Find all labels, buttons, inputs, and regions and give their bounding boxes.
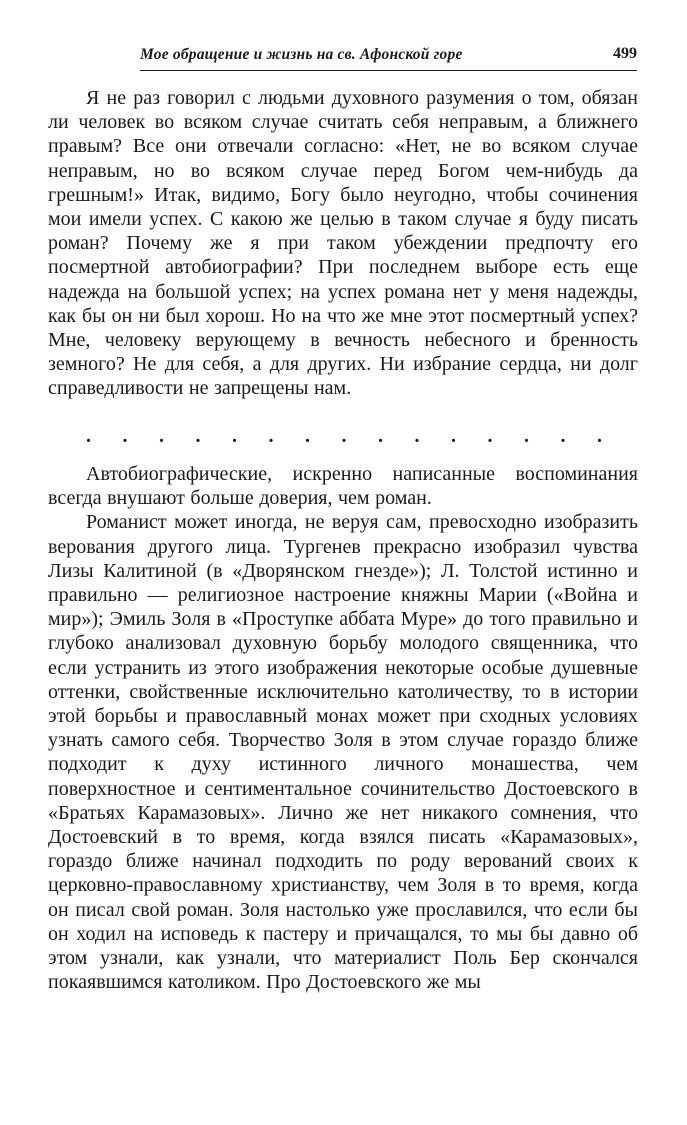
- separator-dot: .: [86, 425, 91, 447]
- paragraph-2: Автобиографические, искренно написанные воспоминания всегда внушают больше доверия, чем роман.: [48, 463, 638, 510]
- separator-dot: .: [414, 425, 420, 447]
- separator-dot: .: [159, 425, 164, 447]
- separator-dot: .: [597, 425, 602, 447]
- separator-dot: .: [305, 425, 310, 447]
- paragraph-1: Я не раз говорил с людьми духовного разумения о том, обязан ли человек во всяком случае считать себя неправым, а ближнего правым? Все они отвечали согласно: «Нет, не во всяком случае неправым, но во всяком случае перед Богом чем-нибудь да грешным!» Итак, видимо, Богу было неугодно, чтобы сочинения мои имели успех. С какою же целью в таком случае я буду писать роман? Почему же я при таком убеждении предпочту его посмертной автобиографии? При последнем выборе есть еще надежда на большой успех; на успех романа нет у меня надежды, как бы он ни был хорош. Но на что же мне этот посмертный успех? Мне, человеку верующему в вечность небесного и бренность земного? Не для себя, а для других. Ни избрание сердца, ни долг справедливости не запрещены нам.: [48, 87, 638, 400]
- separator-dot: .: [378, 425, 383, 447]
- page-number: 499: [613, 45, 637, 62]
- separator-dot: .: [232, 425, 237, 447]
- paragraph-3: Романист может иногда, не веруя сам, превосходно изобразить верования другого лица. Тургенев прекрасно изобразил чувства Лизы Калитиной (в «Дворянском гнезде»); Л. Толстой истинно и правильно — религиозное настроение княжны Марии («Война и мир»); Эмиль Золя в «Проступке аббата Муре» до того правильно и глубоко анализовал духовную борьбу молодого священника, что если устранить из этого изображения некоторые особые душевные оттенки, свойственные исключительно католичеству, то в истории этой борьбы и православный монах может при сходных условиях узнать самого себя. Творчество Золя в этом случае гораздо ближе подходит к духу истинного личного монашества, чем поверхностное и сентиментальное сочинительство Достоевского в «Братьях Карамазовых». Лично же нет никакого сомнения, что Достоевский в то время, когда взялся писать «Карамазовых», гораздо ближе начинал подходить по роду верований своих к церковно-православному христианству, чем Золя в то время, когда он писал свой роман. Золя настолько уже прославился, что если бы он ходил на исповедь к пастеру и причащался, то мы бы давно об этом узнали, как узнали, что материалист Поль Бер скончался покаявшимся католиком. Про Достоевского же мы: [48, 511, 638, 994]
- separator-dot: .: [524, 425, 529, 447]
- text-block-bottom: [48, 462, 638, 994]
- separator-dot: .: [195, 425, 201, 447]
- separator-dot: .: [122, 425, 128, 447]
- separator-dot: .: [341, 425, 347, 447]
- section-separator-dots: [86, 426, 602, 446]
- separator-dot: .: [268, 425, 274, 447]
- running-title: Мое обращение и жизнь на св. Афонской горе: [140, 46, 463, 63]
- running-header: [140, 44, 637, 71]
- separator-dot: .: [487, 425, 493, 447]
- separator-dot: .: [451, 425, 456, 447]
- text-block-top: [48, 86, 638, 401]
- separator-dot: .: [560, 425, 566, 447]
